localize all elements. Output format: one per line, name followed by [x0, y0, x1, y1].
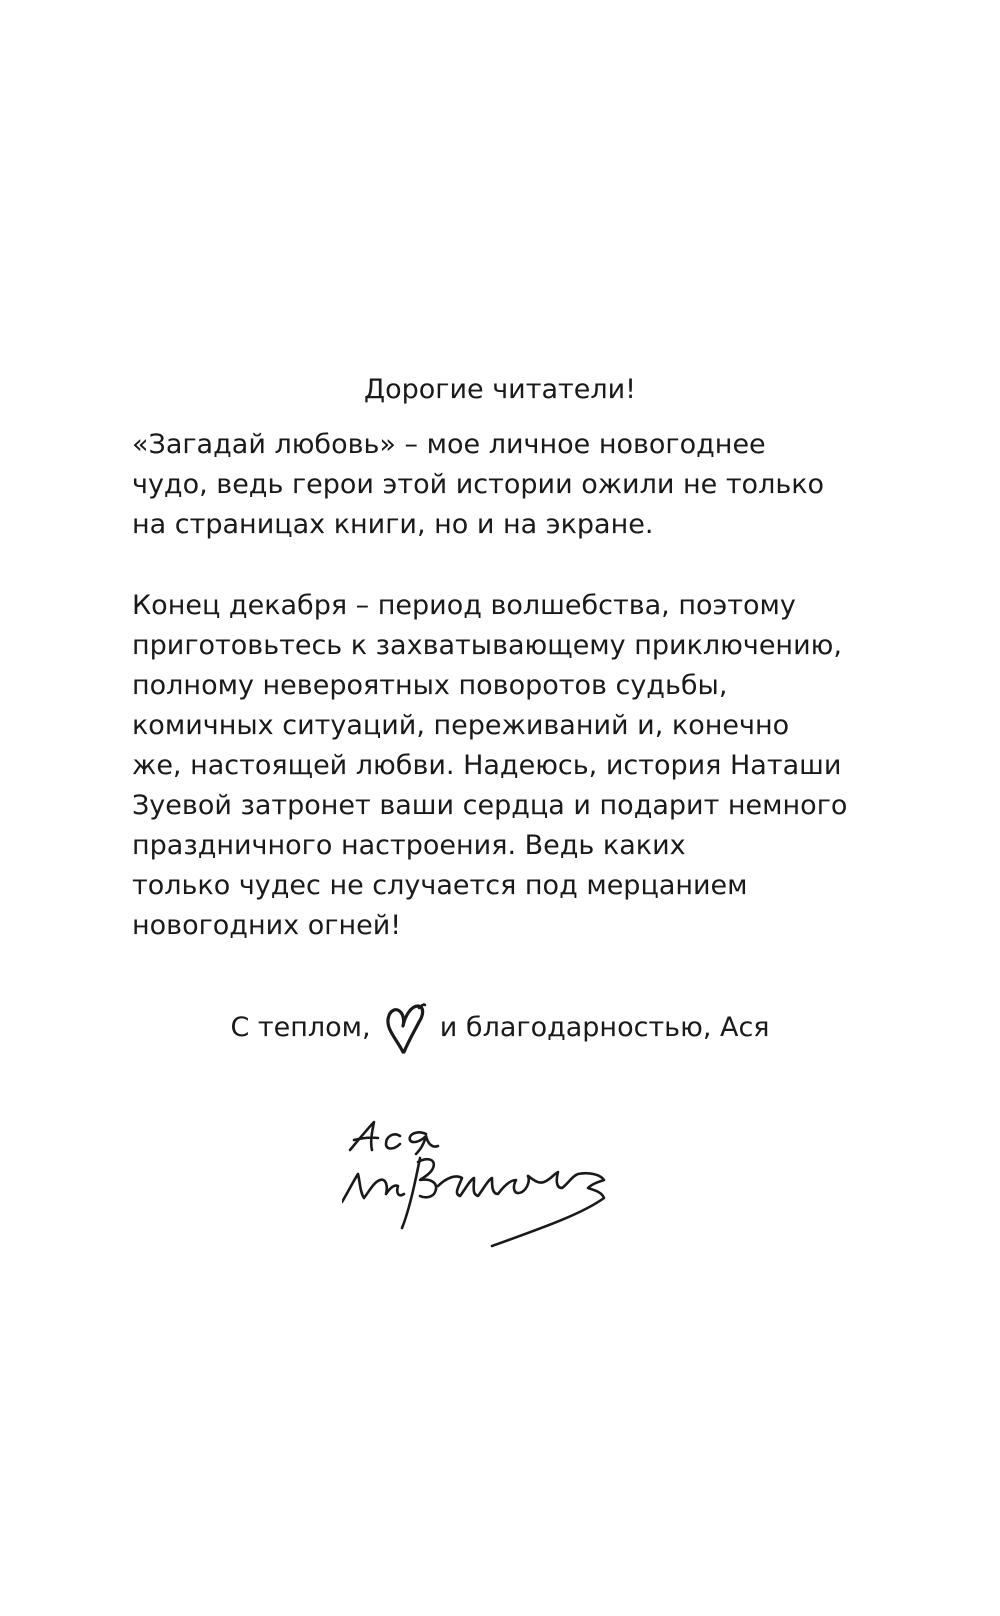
author-signature: [342, 1118, 632, 1278]
paragraph-line: чудо, ведь герои этой истории ожили не только: [132, 469, 825, 500]
closing-text-before: С теплом,: [230, 1012, 371, 1043]
heart-icon: [383, 1000, 427, 1058]
paragraph-line: праздничного настроения. Ведь каких: [132, 830, 686, 861]
paragraph-line: комичных ситуаций, переживаний и, конечно: [132, 710, 790, 741]
paragraph-line: на страницах книги, но и на экране.: [132, 509, 654, 540]
paragraph-line: же, настоящей любви. Надеюсь, история Наташи: [132, 750, 842, 781]
paragraph-1: [132, 425, 872, 545]
paragraph-2: [132, 586, 872, 946]
paragraph-line: Конец декабря – период волшебства, поэтому: [132, 590, 796, 621]
paragraph-line: приготовьтесь к захватывающему приключению,: [132, 630, 842, 661]
letter-greeting: Дорогие читатели!: [364, 374, 636, 405]
closing-text-after: и благодарностью, Ася: [439, 1012, 770, 1043]
paragraph-line: Зуевой затронет ваши сердца и подарит немного: [132, 790, 848, 821]
letter-closing: [0, 1000, 1000, 1058]
paragraph-line: новогодних огней!: [132, 910, 402, 941]
paragraph-line: «Загадай любовь» – мое личное новогоднее: [132, 429, 766, 460]
paragraph-line: только чудес не случается под мерцанием: [132, 870, 748, 901]
paragraph-line: полному невероятных поворотов судьбы,: [132, 670, 728, 701]
